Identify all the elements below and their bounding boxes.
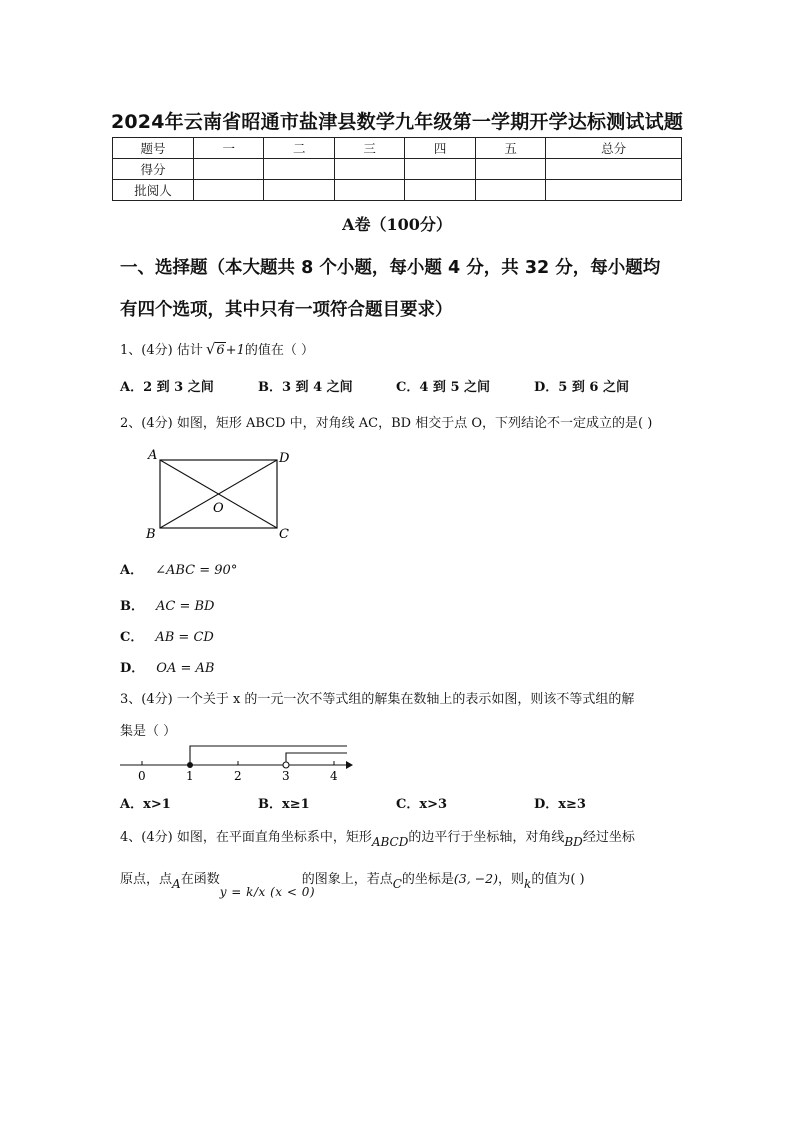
- q3-option-b[interactable]: B．x≥1: [258, 797, 310, 812]
- question-1-prefix: 1、(4分) 估计: [120, 343, 203, 358]
- expr-tail: +1: [225, 343, 245, 358]
- question-4-line1: [120, 826, 635, 849]
- option-letter: A．: [120, 563, 144, 578]
- table-cell[interactable]: [546, 180, 682, 201]
- point-a-label: A: [172, 877, 181, 891]
- text-span: 在函数: [180, 872, 220, 887]
- label-a: A: [148, 448, 158, 463]
- number-line-figure: [115, 742, 355, 784]
- table-cell[interactable]: [264, 180, 334, 201]
- text-span: 的边平行于坐标轴，对角线: [408, 830, 565, 845]
- option-expr: ∠ABC = 90°: [155, 563, 238, 578]
- tick-label: 4: [330, 769, 338, 783]
- score-table-header-row: [113, 138, 682, 159]
- table-cell[interactable]: [405, 180, 475, 201]
- solution-bracket-1: [190, 746, 347, 763]
- table-cell: 五: [475, 138, 545, 159]
- text-span: ，则: [498, 872, 525, 887]
- question-1-suffix: 的值在（ ）: [244, 343, 314, 358]
- question-2: 2、(4分) 如图，矩形 ABCD 中，对角线 AC，BD 相交于点 O，下列结论不一定成立的是( ): [120, 416, 653, 431]
- option-expr: AC = BD: [156, 599, 215, 614]
- option-letter: C．: [120, 630, 144, 645]
- table-cell[interactable]: [194, 159, 264, 180]
- solution-bracket-2: [286, 753, 347, 761]
- question-3-line2: 集是（ ）: [120, 724, 177, 739]
- text-span: 原点，点: [120, 872, 173, 887]
- tick-label: 2: [234, 769, 242, 783]
- score-table: [112, 137, 682, 201]
- point-c-label: C: [392, 877, 402, 891]
- table-cell[interactable]: [194, 180, 264, 201]
- score-table-row: [113, 180, 682, 201]
- q1-option-b[interactable]: B．3 到 4 之间: [258, 380, 353, 395]
- option-expr: OA = AB: [156, 661, 215, 676]
- question-4-line2: [120, 868, 585, 899]
- function-expression: y = k/x (x < 0): [219, 885, 316, 899]
- table-cell[interactable]: [264, 159, 334, 180]
- page-title: 2024年云南省昭通市盐津县数学九年级第一学期开学达标测试试题: [110, 111, 684, 133]
- section-heading-line1: 一、选择题（本大题共 8 个小题，每小题 4 分，共 32 分，每小题均: [120, 258, 661, 278]
- table-cell[interactable]: [546, 159, 682, 180]
- q2-option-d[interactable]: [120, 657, 214, 676]
- table-cell: 题号: [113, 138, 194, 159]
- q1-option-a[interactable]: A．2 到 3 之间: [120, 380, 214, 395]
- q2-option-c[interactable]: [120, 626, 214, 645]
- text-span: 的值为( ): [531, 872, 585, 887]
- option-letter: B．: [120, 599, 144, 614]
- score-table-row: [113, 159, 682, 180]
- table-cell: 四: [405, 138, 475, 159]
- closed-point: [187, 762, 193, 768]
- text-span: 的图象上，若点: [301, 872, 393, 887]
- q3-option-a[interactable]: A．x>1: [120, 797, 171, 812]
- table-cell[interactable]: [405, 159, 475, 180]
- table-cell[interactable]: [334, 159, 404, 180]
- q1-option-d[interactable]: D．5 到 6 之间: [534, 380, 629, 395]
- radicand: 6: [216, 343, 225, 358]
- label-o: O: [213, 501, 224, 516]
- sqrt-icon: √: [205, 340, 216, 358]
- table-cell: 得分: [113, 159, 194, 180]
- paper-section-a: A卷（100分）: [342, 215, 452, 234]
- q1-option-c[interactable]: C．4 到 5 之间: [396, 380, 491, 395]
- q2-option-b[interactable]: [120, 595, 214, 614]
- table-cell[interactable]: [475, 180, 545, 201]
- arrow-right-icon: [346, 761, 353, 769]
- question-3-line1: 3、(4分) 一个关于 x 的一元一次不等式组的解集在数轴上的表示如图，则该不等式组的解: [120, 692, 635, 707]
- table-cell[interactable]: [475, 159, 545, 180]
- sqrt-expression: [206, 340, 226, 358]
- text-span: 的坐标是: [401, 872, 454, 887]
- tick-label: 3: [282, 769, 290, 783]
- label-c: C: [279, 527, 289, 542]
- q3-option-d[interactable]: D．x≥3: [534, 797, 586, 812]
- question-1: [120, 339, 314, 358]
- tick-label: 0: [138, 769, 146, 783]
- q3-option-c[interactable]: C．x>3: [396, 797, 448, 812]
- q2-option-a[interactable]: [120, 559, 237, 578]
- diagonal-label: BD: [564, 835, 583, 849]
- tick-label: 1: [186, 769, 194, 783]
- rect-label: ABCD: [371, 835, 409, 849]
- table-cell: 批阅人: [113, 180, 194, 201]
- option-expr: AB = CD: [155, 630, 214, 645]
- k-label: k: [524, 877, 532, 891]
- table-cell: 三: [334, 138, 404, 159]
- open-point: [283, 762, 289, 768]
- rectangle-figure: [140, 444, 300, 544]
- table-cell: 一: [194, 138, 264, 159]
- section-heading-line2: 有四个选项，其中只有一项符合题目要求）: [120, 300, 453, 320]
- coordinate-value: (3, −2): [453, 871, 499, 886]
- table-cell: 总分: [546, 138, 682, 159]
- table-cell: 二: [264, 138, 334, 159]
- label-b: B: [146, 527, 156, 542]
- label-d: D: [279, 451, 290, 466]
- text-span: 4、(4分) 如图，在平面直角坐标系中，矩形: [120, 830, 372, 845]
- text-span: 经过坐标: [582, 830, 635, 845]
- option-letter: D．: [120, 661, 145, 676]
- table-cell[interactable]: [334, 180, 404, 201]
